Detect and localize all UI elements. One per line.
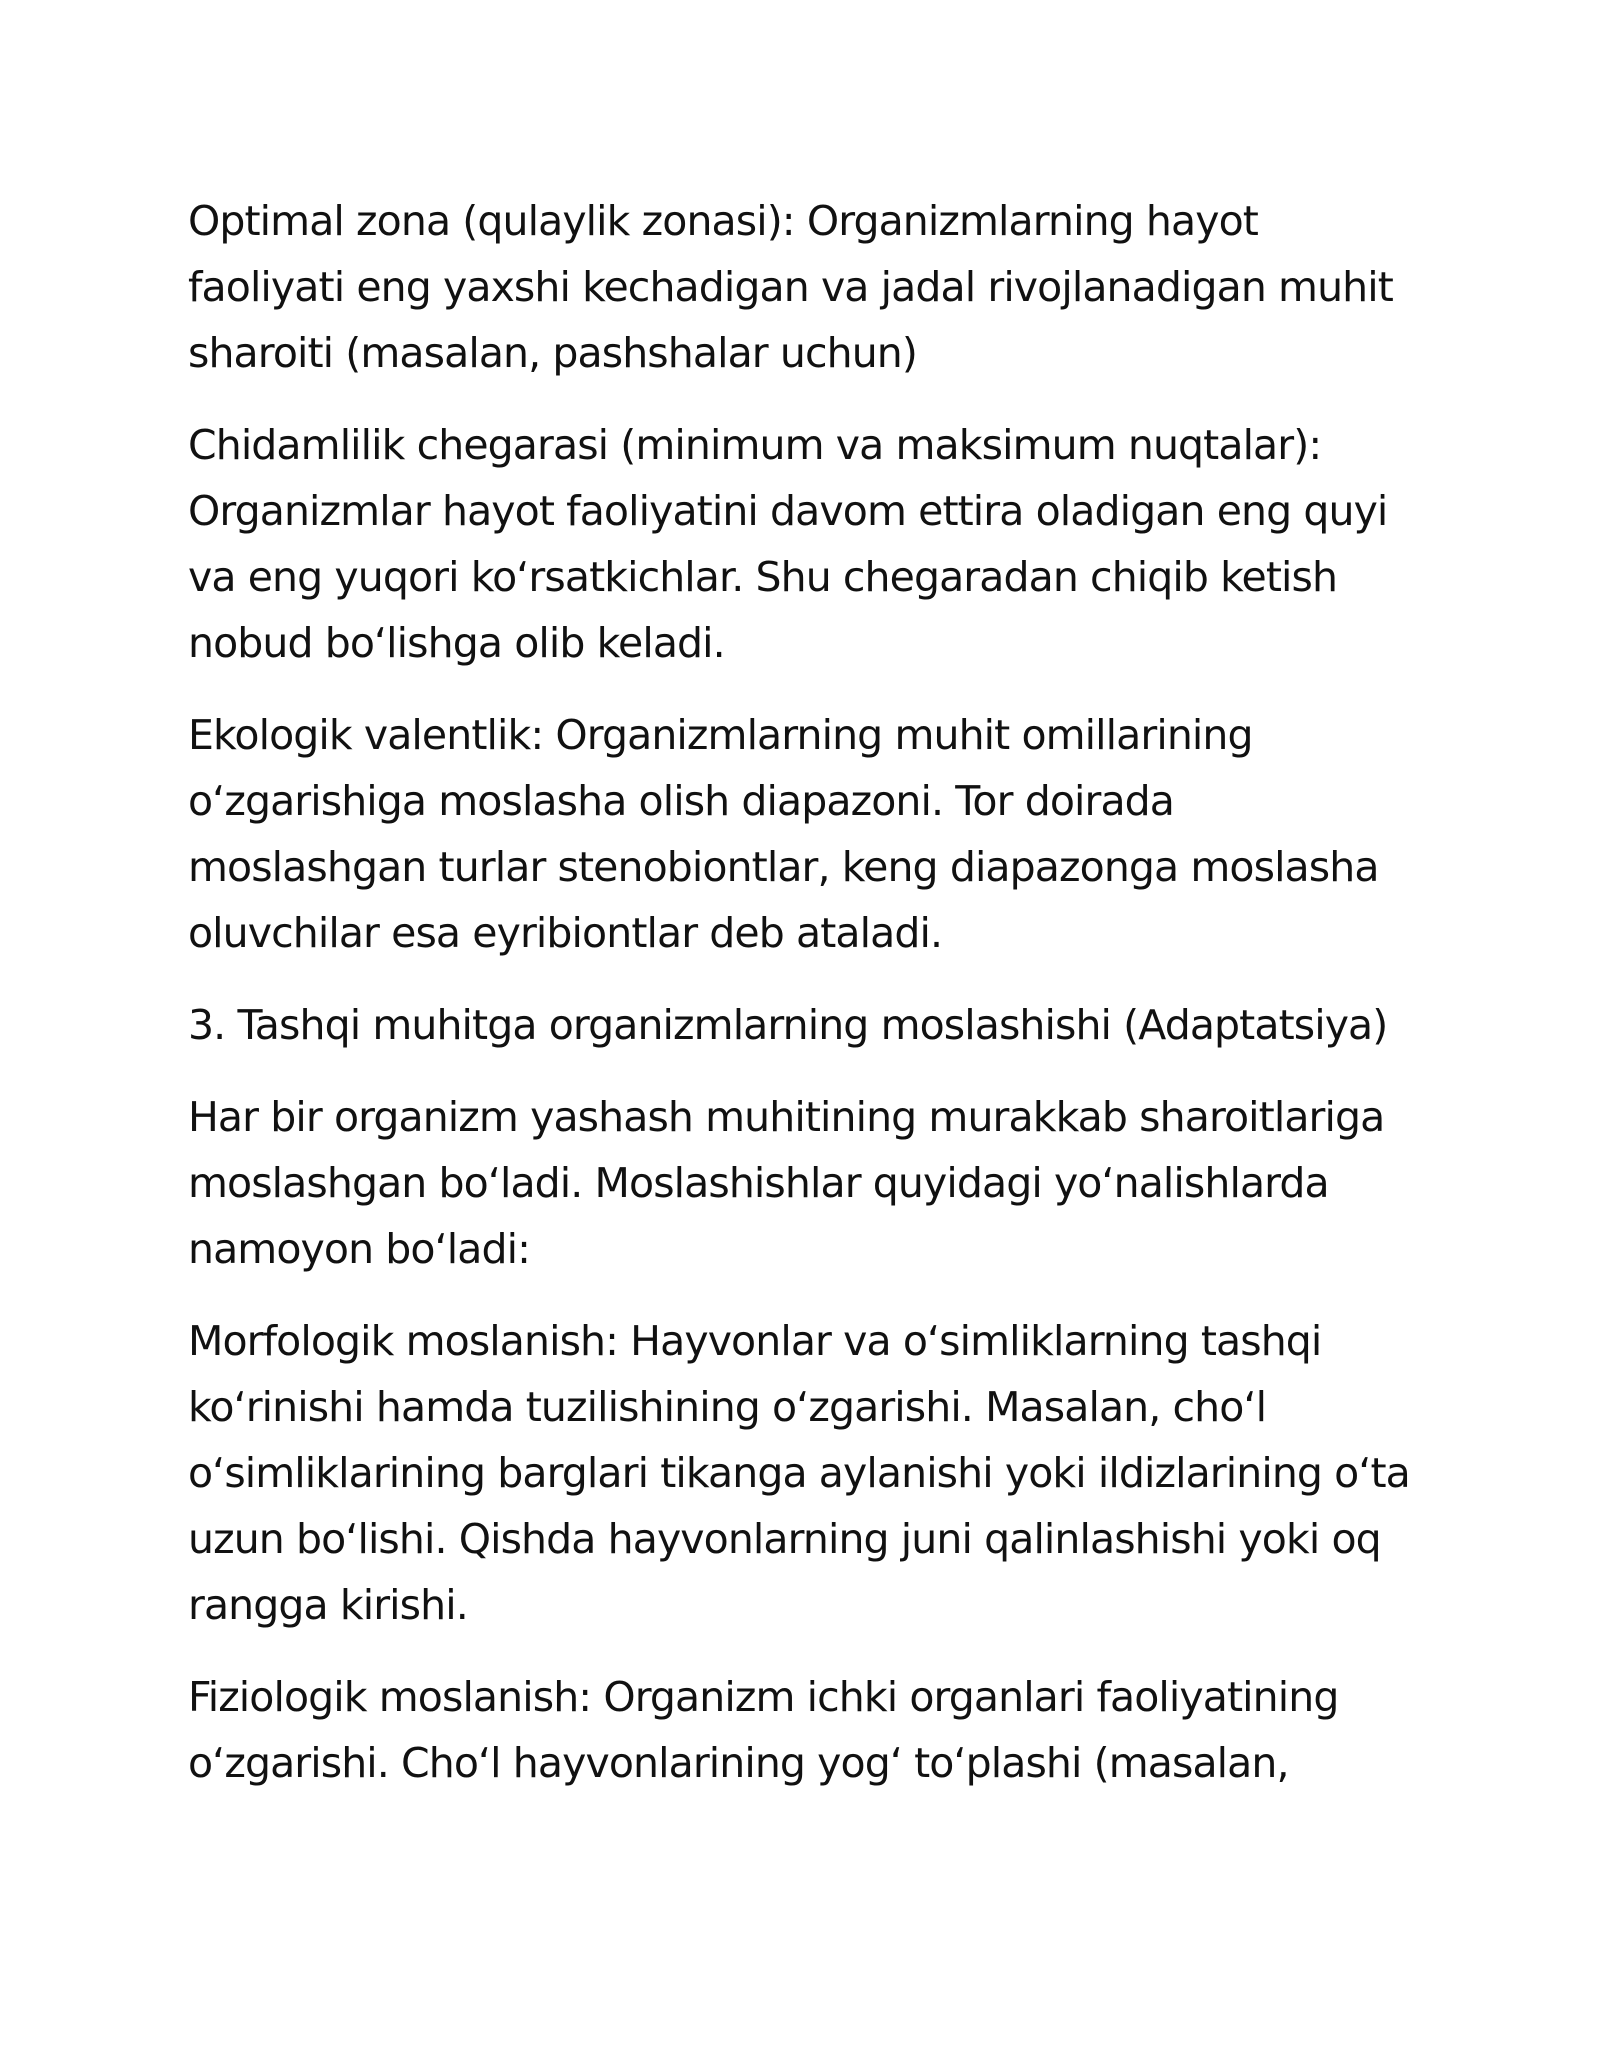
section-heading-adaptatsiya: 3. Tashqi muhitga organizmlarning moslashishi (Adaptatsiya) [188,1001,1388,1049]
paragraph-ekologik-valentlik: Ekologik valentlik: Organizmlarning muhit omillarining oʻzgarishiga moslasha olish diapazoni. Tor doirada moslashgan turlar stenobiontlar, keng diapazonga moslasha oluvchilar esa eyribiontlar deb ataladi. [188,711,1379,957]
document-body [188,188,1418,1822]
paragraph-chidamlilik-chegarasi: Chidamlilik chegarasi (minimum va maksimum nuqtalar): Organizmlar hayot faoliyatini davom ettira oladigan eng quyi va eng yuqori koʻrsatkichlar. Shu chegaradan chiqib ketish nobud boʻlishga olib keladi. [188,421,1388,667]
paragraph-har-bir-organizm: Har bir organizm yashash muhitining murakkab sharoitlariga moslashgan boʻladi. Moslashishlar quyidagi yoʻnalishlarda namoyon boʻladi: [188,1093,1385,1273]
paragraph-fiziologik-moslanish: Fiziologik moslanish: Organizm ichki organlari faoliyatining oʻzgarishi. Choʻl hayvonlarining yogʻ toʻplashi (masalan, [188,1673,1339,1787]
paragraph-morfologik-moslanish: Morfologik moslanish: Hayvonlar va oʻsimliklarning tashqi koʻrinishi hamda tuzilishining oʻzgarishi. Masalan, choʻl oʻsimliklarining barglari tikanga aylanishi yoki ildizlarining oʻta uzun boʻlishi. Qishda hayvonlarning juni qalinlashishi yoki oq rangga kirishi. [188,1317,1410,1629]
paragraph-optimal-zona: Optimal zona (qulaylik zonasi): Organizmlarning hayot faoliyati eng yaxshi kechadigan va jadal rivojlanadigan muhit sharoiti (masalan, pashshalar uchun) [188,197,1393,377]
